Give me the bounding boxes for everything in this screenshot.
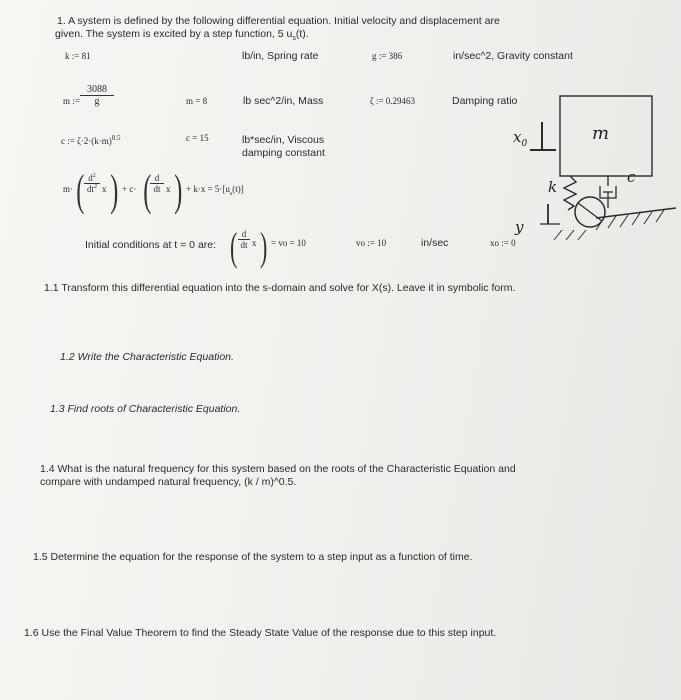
ic-x: x xyxy=(252,238,257,248)
question-1-4-line1: 1.4 What is the natural frequency for this system based on the roots of the Characteristic Equation and xyxy=(40,463,516,475)
ic-paren-close: ) xyxy=(259,224,268,269)
eq-m: m· xyxy=(63,184,73,194)
question-1-3: 1.3 Find roots of Characteristic Equation. xyxy=(50,403,241,415)
sketch-k-label: k xyxy=(548,178,558,196)
zeta-definition: ζ := 0.29463 xyxy=(370,96,416,106)
question-1-5: 1.5 Determine the equation for the response of the system to a step input as a function of time. xyxy=(33,551,473,563)
c-unit-line1: lb*sec/in, Viscous xyxy=(242,134,325,146)
c-unit-line2: damping constant xyxy=(242,147,325,159)
g-definition: g := 386 xyxy=(372,51,403,61)
eq-x1: x xyxy=(102,184,107,194)
vo-definition: vo := 10 xyxy=(356,238,387,248)
m-definition-fraction: $\frac{3088}{g}$ xyxy=(80,84,114,107)
question-1-6: 1.6 Use the Final Value Theorem to find the Steady State Value of the response due to this step input. xyxy=(24,627,497,639)
spring-icon xyxy=(564,176,576,210)
problem-intro-line1: 1. A system is defined by the following differential equation. Initial velocity and displacement are xyxy=(57,15,500,27)
spring-mass-damper-sketch xyxy=(500,90,680,250)
question-1-1: 1.1 Transform this differential equation into the s-domain and solve for X(s). Leave it in symbolic form. xyxy=(44,282,516,294)
problem-intro-line2: given. The system is excited by a step function, 5 $u_s(t)$. xyxy=(55,28,309,43)
xo-definition: xo := 0 xyxy=(490,238,516,248)
eq-paren-close-1: ) xyxy=(110,166,119,215)
ic-paren-open: ( xyxy=(229,224,238,269)
eq-paren-open-2: ( xyxy=(143,166,152,215)
eq-plus-c: + c· xyxy=(122,184,137,194)
sketch-x0-label: $x_0$ xyxy=(513,128,528,149)
m-definition-label: m := xyxy=(63,96,80,106)
m-value: m = 8 xyxy=(186,96,208,106)
sketch-mass-label: m xyxy=(592,123,610,144)
m-unit: lb sec^2/in, Mass xyxy=(243,95,324,107)
eq-first-derivative: $\frac{d}{dt}$ xyxy=(150,173,164,194)
zeta-unit: Damping ratio xyxy=(452,95,518,107)
vo-unit: in/sec xyxy=(421,237,449,249)
eq-paren-close-2: ) xyxy=(174,166,183,215)
g-unit: in/sec^2, Gravity constant xyxy=(453,50,573,62)
sketch-y-label: y xyxy=(515,218,524,236)
question-1-2: 1.2 Write the Characteristic Equation. xyxy=(60,351,234,363)
initial-conditions-label: Initial conditions at t = 0 are: xyxy=(85,239,217,251)
k-definition: k := 81 xyxy=(65,51,91,61)
c-definition: c := $\zeta\cdot 2\cdot(k\cdot m)^{0.5}$ xyxy=(61,134,121,146)
eq-x2: x xyxy=(166,184,171,194)
question-1-4-line2: compare with undamped natural frequency, (k / m)^0.5. xyxy=(40,476,297,488)
eq-rest: + $k\cdot x = 5\cdot[u_s(t)]$ xyxy=(186,184,244,197)
ic-derivative: $\frac{d}{dt}$ xyxy=(238,229,250,250)
k-unit: lb/in, Spring rate xyxy=(242,50,319,62)
eq-paren-open-1: ( xyxy=(76,166,85,215)
eq-second-derivative: $\frac{d^2}{dt^2}$ xyxy=(84,173,100,194)
c-value: c = 15 xyxy=(186,133,209,143)
sketch-c-label: c xyxy=(627,168,636,186)
ic-vo-equation: = vo = 10 xyxy=(271,238,306,248)
